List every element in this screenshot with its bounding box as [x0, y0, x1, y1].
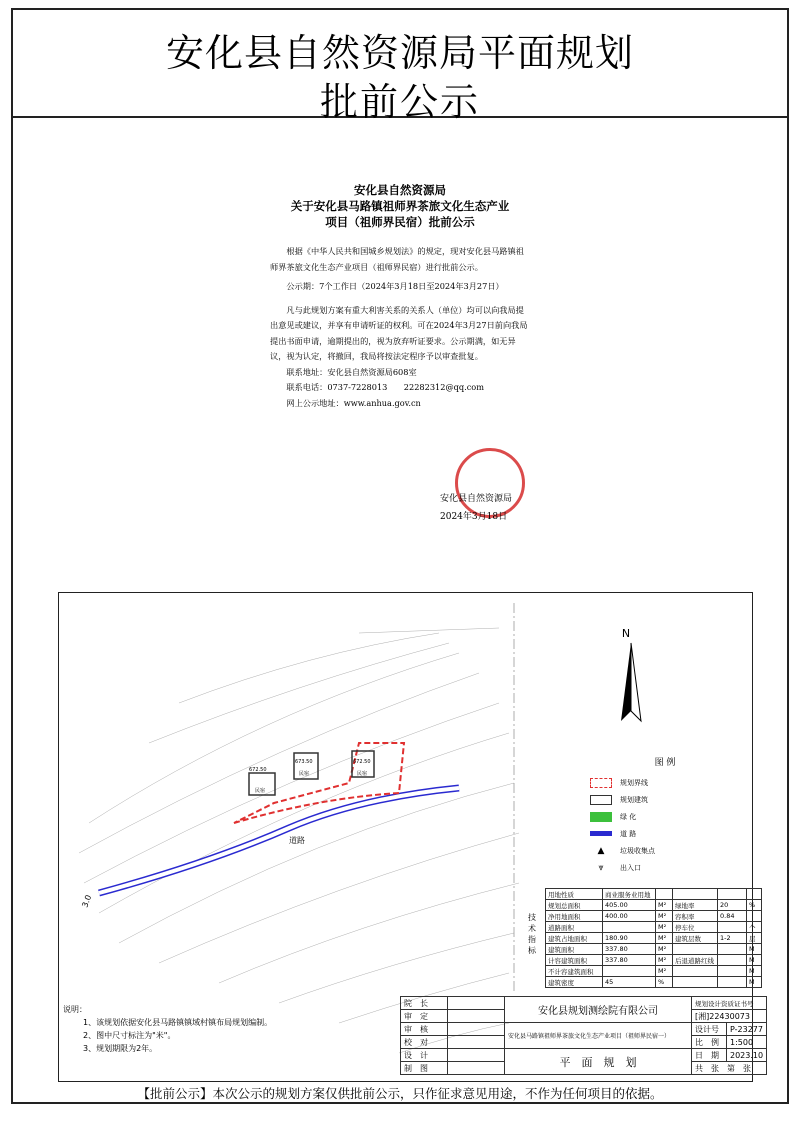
tech-cell: 规划总面积: [546, 900, 603, 911]
tech-cell: [718, 944, 747, 955]
tech-cell: 净用地面积: [546, 911, 603, 922]
tech-cell: [656, 889, 673, 900]
tech-cell: 用地性质: [546, 889, 603, 900]
tech-cell: M: [747, 977, 762, 988]
entrance-icon: ⩔: [598, 862, 604, 873]
tech-cell: %: [656, 977, 673, 988]
triangle-icon: ▲: [597, 845, 605, 856]
tech-row: [546, 944, 762, 955]
date: 2023.10: [727, 1049, 767, 1062]
page-title: 安化县自然资源局平面规划: [165, 31, 634, 75]
notes: [63, 1003, 272, 1055]
tech-cell: 20: [718, 900, 747, 911]
notice-paragraph: 根据《中华人民共和国城乡规划法》的规定，现对安化县马路镇祖师界茶旅文化生态产业项目（祖师界民宿）进行批前公示。: [270, 246, 524, 272]
tech-cell: 建筑密度: [546, 977, 603, 988]
tech-cell: M: [747, 944, 762, 955]
green-swatch: [590, 812, 612, 822]
role-label: 院 长: [401, 997, 448, 1010]
tech-cell: M²: [656, 944, 673, 955]
tech-cell: M²: [656, 933, 673, 944]
legend: [590, 755, 740, 876]
tech-cell: [673, 977, 718, 988]
tech-cell: 180.90: [603, 933, 656, 944]
tech-cell: 计容建筑面积: [546, 955, 603, 966]
tech-row: [546, 933, 762, 944]
drawing-name: 平 面 规 划: [505, 1049, 692, 1075]
legend-title: 图 例: [654, 758, 676, 768]
tech-cell: M²: [656, 955, 673, 966]
road-label: 道路: [289, 836, 305, 845]
tech-cell: [718, 966, 747, 977]
tech-cell: 建筑层数: [673, 933, 718, 944]
notice-heading-line: 安化县自然资源局: [354, 183, 446, 197]
tech-cell: 1-2: [718, 933, 747, 944]
project-name: 安化县马路镇祖师界茶旅文化生态产业项目（祖师界民宿一）: [505, 1023, 692, 1049]
tech-cell: [603, 922, 656, 933]
tech-cell: [718, 977, 747, 988]
building-level: 672.50: [353, 759, 371, 765]
legend-item: ▲ 垃圾收集点: [590, 842, 740, 859]
legend-item: 道 路: [590, 825, 740, 842]
tech-cell: 道路面积: [546, 922, 603, 933]
tech-row: [546, 977, 762, 988]
contact-phone: 联系电话：0737-7228013 22282312@qq.com: [286, 382, 484, 392]
building-label: 民宿: [255, 788, 266, 794]
notice-heading: [270, 182, 530, 230]
tech-cell: [673, 944, 718, 955]
tech-cell: M²: [656, 911, 673, 922]
design-no-label: 设计号: [692, 1023, 727, 1036]
tech-cell: M²: [656, 966, 673, 977]
tech-cell: [718, 889, 747, 900]
notice-heading-line: 关于安化县马路镇祖师界茶旅文化生态产业: [290, 199, 510, 213]
building-level: 672.50: [249, 767, 267, 773]
tech-cell: M: [747, 955, 762, 966]
sheet-no: 共 张 第 张: [692, 1062, 767, 1075]
footer-disclaimer: 【批前公示】本次公示的规划方案仅供批前公示，只作征求意见用途，不作为任何项目的依据。: [137, 1086, 663, 1101]
building-label: 民宿: [357, 771, 368, 777]
tech-row: [546, 966, 762, 977]
notes-title: 说明：: [63, 1005, 87, 1014]
tech-side-title: 技术指标: [528, 913, 536, 955]
note-item: 3、规划期限为2年。: [83, 1044, 158, 1053]
tech-cell: 后退道路红线: [673, 955, 718, 966]
building-label: 民宿: [299, 771, 310, 777]
tech-row: [546, 900, 762, 911]
notice-heading-line: 项目（祖师界民宿）批前公示: [325, 215, 475, 229]
tech-row: [546, 922, 762, 933]
tech-cell: 45: [603, 977, 656, 988]
role-label: 制 图: [401, 1062, 448, 1075]
tech-row: [546, 889, 762, 900]
page-subtitle: 批前公示: [319, 80, 480, 124]
tech-cell: 商业服务业用地: [603, 889, 656, 900]
note-item: 2、图中尺寸标注为"米"。: [83, 1031, 176, 1040]
role-label: 校 对: [401, 1036, 448, 1049]
scale-label: 比 例: [692, 1036, 727, 1049]
tech-cell: 停车位: [673, 922, 718, 933]
tech-cell: 容积率: [673, 911, 718, 922]
legend-item: ⩔ 出入口: [590, 859, 740, 876]
tech-cell: 不计容建筑面积: [546, 966, 603, 977]
tech-cell: [673, 966, 718, 977]
legend-item: 绿 化: [590, 808, 740, 825]
tech-row: [546, 955, 762, 966]
note-item: 1、该规划依据安化县马路镇镇域村镇布局规划编制。: [83, 1018, 273, 1027]
tech-cell: [747, 911, 762, 922]
tech-cell: M²: [656, 922, 673, 933]
notice-paragraph: 凡与此规划方案有重大利害关系的关系人（单位）均可以向我局提出意见或建议，并享有申请听证的权利。可在2024年3月27日前向我局提出书面申请，逾期提出的，视为放弃听证要求。公示期满，如无异议，视为认定，将撤回，我局将按法定程序予以审查批复。: [270, 304, 528, 361]
website: 网上公示地址：www.anhua.gov.cn: [286, 397, 421, 408]
cert-label: 规划设计资质证书号: [692, 997, 767, 1010]
tech-cell: 个: [747, 922, 762, 933]
header: [11, 8, 789, 124]
side-label: 3.0: [80, 893, 94, 909]
notice-body: [270, 244, 530, 411]
tech-cell: [673, 889, 718, 900]
role-label: 审 定: [401, 1010, 448, 1023]
tech-cell: 建筑面积: [546, 944, 603, 955]
tech-cell: 400.00: [603, 911, 656, 922]
building-swatch: [590, 795, 612, 805]
contact-address: 联系地址：安化县自然资源局608室: [286, 366, 417, 377]
tech-cell: 337.80: [603, 944, 656, 955]
notice-paragraph: 公示期：7个工作日（2024年3月18日至2024年3月27日）: [286, 281, 504, 291]
tech-cell: 建筑占地面积: [546, 933, 603, 944]
north-arrow: [621, 627, 641, 721]
tech-cell: 405.00: [603, 900, 656, 911]
role-label: 设 计: [401, 1049, 448, 1062]
tech-cell: [718, 955, 747, 966]
tech-cell: M: [747, 966, 762, 977]
tech-cell: 层: [747, 933, 762, 944]
tech-cell: [718, 922, 747, 933]
building-level: 673.50: [295, 759, 313, 765]
notice-letter: [270, 182, 530, 411]
tech-cell: [747, 889, 762, 900]
tech-row: [546, 911, 762, 922]
sign-org: 安化县自然资源局: [440, 494, 513, 504]
boundary-swatch: [590, 778, 612, 788]
svg-text:N: N: [621, 627, 631, 640]
tech-cell: 0.84: [718, 911, 747, 922]
cert-no: [湘]22430073: [692, 1010, 767, 1023]
company-name: 安化县规划测绘院有限公司: [505, 997, 692, 1023]
design-no: P-23277: [727, 1023, 767, 1036]
tech-cell: 337.80: [603, 955, 656, 966]
date-label: 日 期: [692, 1049, 727, 1062]
tech-cell: M²: [656, 900, 673, 911]
tech-cell: [603, 966, 656, 977]
title-block: [400, 996, 767, 1075]
sign-date: 2024年3月18日: [440, 512, 508, 522]
role-label: 审 核: [401, 1023, 448, 1036]
legend-item: 规划建筑: [590, 791, 740, 808]
legend-item: 规划界线: [590, 774, 740, 791]
scale: 1:500: [727, 1036, 767, 1049]
tech-cell: 绿地率: [673, 900, 718, 911]
signature-block: [440, 490, 512, 526]
planning-boundary: [234, 743, 404, 823]
road-swatch: [590, 831, 612, 836]
tech-indicators-table: [545, 888, 762, 988]
tech-cell: %: [747, 900, 762, 911]
